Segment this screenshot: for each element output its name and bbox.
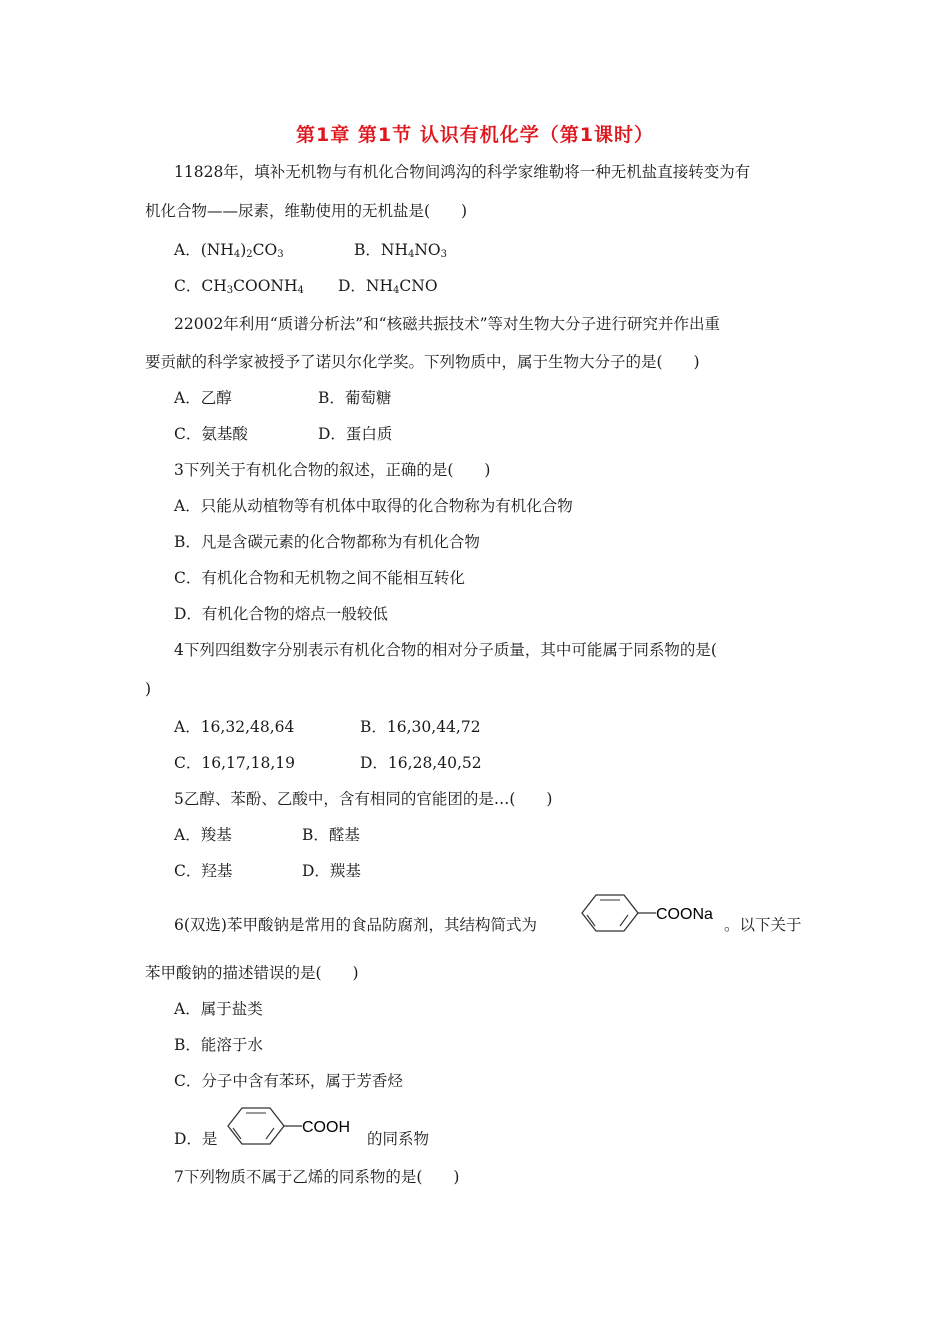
q5-stem: 5乙醇、苯酚、乙酸中，含有相同的官能团的是…( ) bbox=[174, 790, 553, 808]
q2-stem-line2: 要贡献的科学家被授予了诺贝尔化学奖。下列物质中，属于生物大分子的是( ) bbox=[145, 353, 700, 371]
q4-option-d: D．16,28,40,52 bbox=[360, 754, 482, 772]
q5-option-b: B．醛基 bbox=[302, 826, 360, 844]
q5-option-c: C．羟基 bbox=[174, 862, 233, 880]
q5-option-d: D．羰基 bbox=[302, 862, 361, 880]
q1-option-c: C．$CH_3COONH_4$ bbox=[174, 277, 304, 296]
q3-option-a: A．只能从动植物等有机体中取得的化合物称为有机化合物 bbox=[174, 497, 573, 515]
q3-option-b: B．凡是含碳元素的化合物都称为有机化合物 bbox=[174, 533, 480, 551]
q6-option-c: C．分子中含有苯环，属于芳香烃 bbox=[174, 1072, 403, 1090]
q2-option-d: D．蛋白质 bbox=[318, 425, 393, 443]
page-title: 第1章 第1节 认识有机化学（第1课时） bbox=[296, 124, 654, 146]
q3-option-d: D．有机化合物的熔点一般较低 bbox=[174, 605, 388, 623]
q1-stem-line1: 11828年，填补无机物与有机化合物间鸿沟的科学家维勒将一种无机盐直接转变为有 bbox=[174, 163, 751, 181]
q6-option-b: B．能溶于水 bbox=[174, 1036, 263, 1054]
sodium-benzoate-structure bbox=[574, 893, 724, 937]
q4-stem-line1: 4下列四组数字分别表示有机化合物的相对分子质量，其中可能属于同系物的是( bbox=[174, 641, 717, 659]
q4-option-c: C．16,17,18,19 bbox=[174, 754, 296, 772]
sodium-benzoate-group-label: COONa bbox=[656, 906, 713, 923]
q4-option-a: A．16,32,48,64 bbox=[174, 718, 295, 736]
q4-option-b: B．16,30,44,72 bbox=[360, 718, 481, 736]
q1-stem-line2: 机化合物——尿素，维勒使用的无机盐是( ) bbox=[145, 202, 468, 220]
q5-option-a: A．羧基 bbox=[174, 826, 232, 844]
q2-option-c: C．氨基酸 bbox=[174, 425, 248, 443]
q1-option-a: A．$(NH_4)_2CO_3$ bbox=[174, 241, 284, 260]
q6-option-a: A．属于盐类 bbox=[174, 1000, 263, 1018]
q6-stem-line1-pre: 6(双选)苯甲酸钠是常用的食品防腐剂，其结构简式为 bbox=[174, 916, 537, 934]
q1-option-b: B．$NH_4NO_3$ bbox=[354, 241, 448, 260]
q6-stem-line2: 苯甲酸钠的描述错误的是( ) bbox=[145, 964, 359, 982]
q6-stem-line1-post: 。以下关于 bbox=[724, 916, 802, 934]
q6-option-d-post: 的同系物 bbox=[367, 1130, 430, 1148]
benzoic-acid-group-label: COOH bbox=[302, 1119, 350, 1136]
q2-option-b: B．葡萄糖 bbox=[318, 389, 392, 407]
q6-option-d-pre: D．是 bbox=[174, 1130, 218, 1148]
q2-stem-line1: 22002年利用“质谱分析法”和“核磁共振技术”等对生物大分子进行研究并作出重 bbox=[174, 315, 721, 333]
q3-option-c: C．有机化合物和无机物之间不能相互转化 bbox=[174, 569, 465, 587]
benzoic-acid-structure bbox=[222, 1104, 372, 1148]
q2-option-a: A．乙醇 bbox=[174, 389, 232, 407]
q7-stem: 7下列物质不属于乙烯的同系物的是( ) bbox=[174, 1168, 460, 1186]
q1-option-d: D．$NH_4CNO$ bbox=[338, 277, 438, 296]
q4-stem-line2: ) bbox=[145, 680, 152, 698]
q3-stem: 3下列关于有机化合物的叙述，正确的是( ) bbox=[174, 461, 491, 479]
